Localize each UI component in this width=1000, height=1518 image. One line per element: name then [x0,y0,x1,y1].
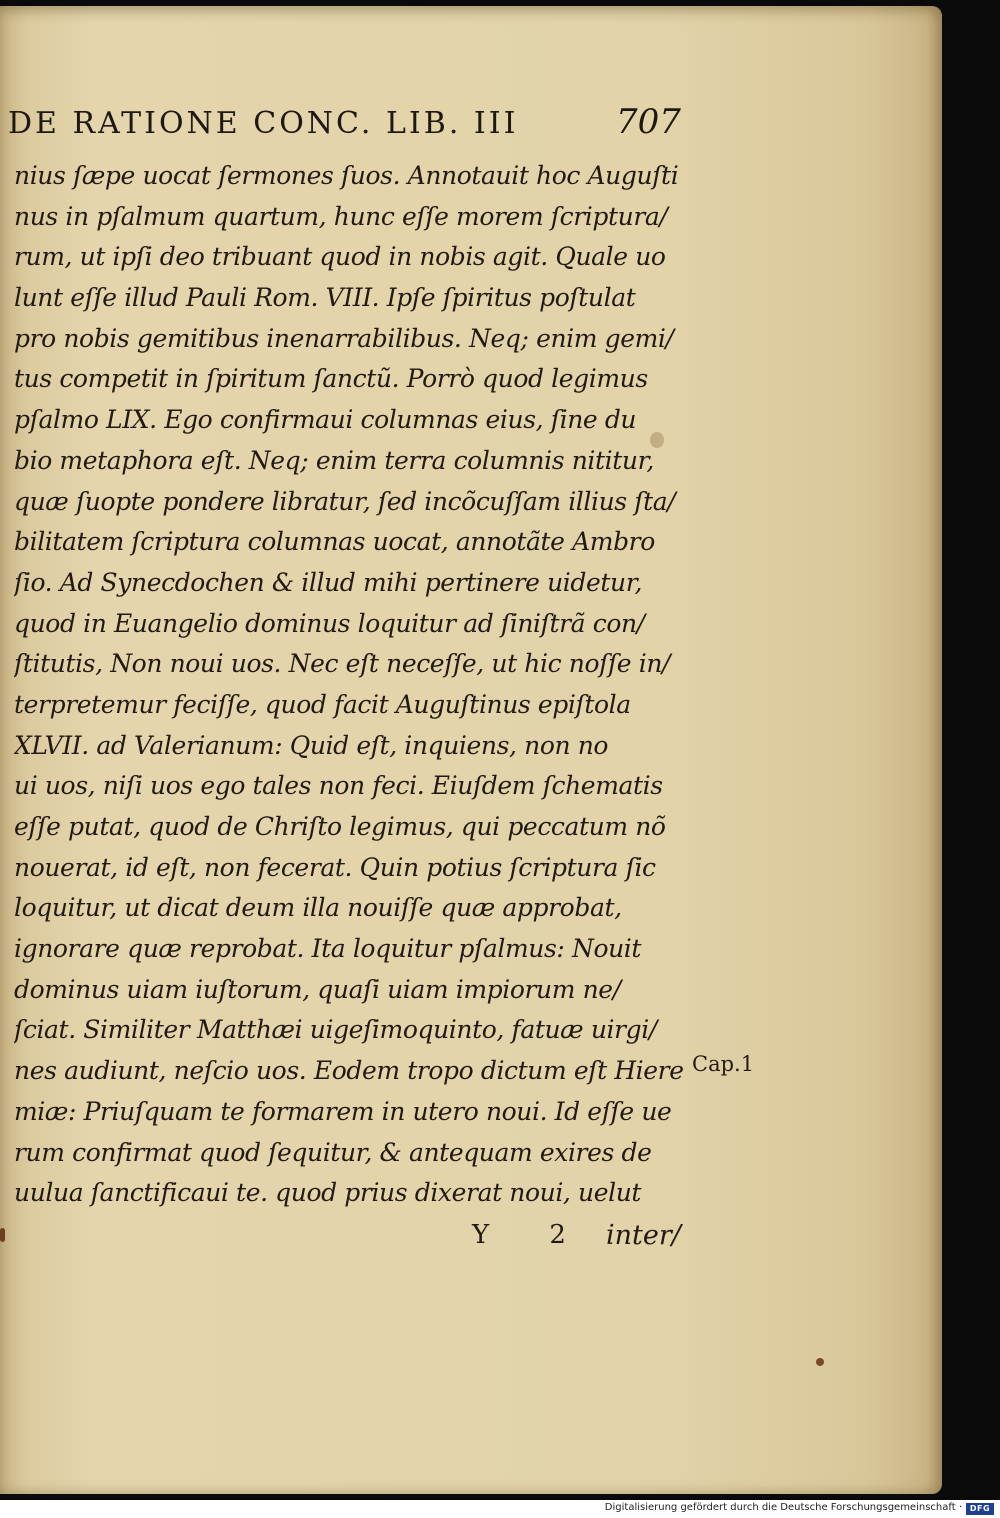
text-line: lunt eſſe illud Pauli Rom. VIII. Ipſe ſpiritus poſtulat [14,283,636,313]
book-page [0,6,942,1494]
text-line: tus competit in ſpiritum ſanctũ. Porrò quod legimus [14,364,648,394]
text-line: pro nobis gemitibus inenarrabilibus. Neq; enim gemi/ [14,323,674,353]
signature-mark: Y 2 [472,1220,592,1250]
digitization-credit-bar [0,1500,1000,1518]
text-line: dominus uiam iuſtorum, quaſi uiam impiorum ne/ [14,974,621,1004]
catchword: inter/ [606,1220,681,1251]
text-line: eſſe putat, quod de Chriſto legimus, qui peccatum nõ [14,812,666,841]
text-line: loquitur, ut dicat deum illa nouiſſe quæ approbat, [14,893,622,923]
text-line: bilitatem ſcriptura columnas uocat, annotãte Ambro [14,527,655,557]
text-line: terpretemur feciſſe, quod facit Auguſtinus epiſtola [14,689,631,719]
text-line: quæ ſuopte pondere libratur, ſed incõcuſſam illius ſta/ [14,486,676,516]
dfg-logo: DFG [966,1503,994,1515]
page-footer [0,1220,690,1260]
text-line: ſio. Ad Synecdochen & illud mihi pertinere uidetur, [14,567,643,597]
digitization-credit-text: Digitalisierung gefördert durch die Deutsche Forschungsgemeinschaft · [604,1502,962,1513]
text-line: rum confirmat quod ſequitur, & antequam exires de [14,1137,652,1167]
body-text [14,156,694,1214]
text-line: nouerat, id eſt, non fecerat. Quin potius ſcriptura ſic [14,852,656,882]
marginal-chapter-note: Cap.1 [692,1052,755,1076]
text-line: ſtitutis, Non noui uos. Nec eſt neceſſe, ut hic noſſe in/ [14,649,671,679]
ink-stain [0,1228,5,1242]
text-line: bio metaphora eſt. Neq; enim terra columnis nititur, [14,445,654,475]
text-line: quod in Euangelio dominus loquitur ad ſiniſtrã con/ [14,608,645,638]
folio-number: 707 [616,102,681,142]
ink-stain [816,1358,824,1366]
text-line: XLVII. ad Valerianum: Quid eſt, inquiens, non no [14,730,609,760]
text-line: nus in pſalmum quartum, hunc eſſe morem ſcriptura/ [14,201,668,231]
text-line: uulua ſanctificaui te. quod prius dixerat noui, uelut [14,1178,642,1208]
text-line: nius ſæpe uocat ſermones ſuos. Annotauit hoc Auguſti [14,161,679,190]
text-line: rum, ut ipſi deo tribuant quod in nobis agit. Quale uo [14,242,666,272]
text-line: miæ: Priuſquam te formarem in utero noui. Id eſſe ue [14,1096,672,1126]
text-line: pſalmo LIX. Ego confirmaui columnas eius, ſine du [14,405,637,435]
text-line: ſciat. Similiter Matthæi uigeſimoquinto, fatuæ uirgi/ [14,1015,657,1045]
text-line: ui uos, niſi uos ego tales non feci. Eiuſdem ſchematis [14,771,663,801]
paper-stain [650,432,664,448]
running-header [8,102,688,146]
text-line: ignorare quæ reprobat. Ita loquitur pſalmus: Nouit [14,934,642,964]
text-line: nes audiunt, neſcio uos. Eodem tropo dictum eſt Hiere [14,1056,684,1086]
running-title: DE RATIONE CONC. LIB. III [8,106,519,141]
